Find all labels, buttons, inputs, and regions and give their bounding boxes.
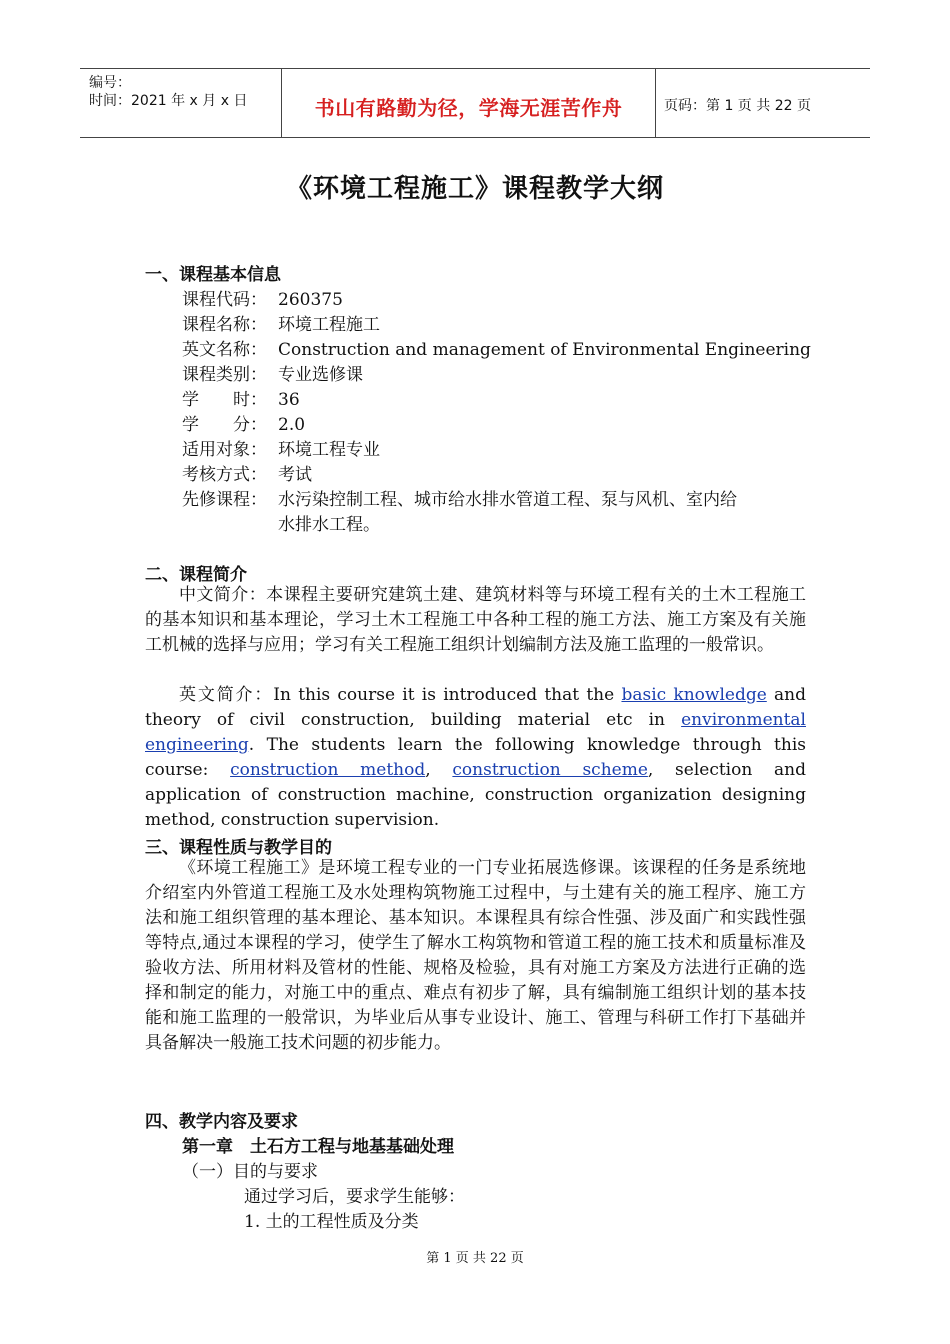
english-intro-text: , — [425, 760, 453, 780]
page-info: 页码：第 1 页 共 22 页 — [664, 98, 811, 114]
info-row-hours — [182, 385, 300, 410]
document-title: 《环境工程施工》课程教学大纲 — [285, 174, 664, 204]
info-row-category — [182, 360, 363, 385]
info-row-name — [182, 310, 380, 335]
info-row-assessment — [182, 460, 312, 485]
info-row-prerequisites — [182, 485, 737, 510]
link-environmental-engineering[interactable]: environmental engineering — [145, 710, 806, 755]
number-label: 编号： — [89, 75, 131, 91]
info-row-code — [182, 285, 343, 310]
info-value: 考试 — [278, 465, 312, 485]
info-value: 260375 — [278, 290, 343, 310]
chinese-introduction: 中文简介：本课程主要研究建筑土建、建筑材料等与环境工程有关的土木工程施工的基本知识和基本理论，学习土木工程施工中各种工程的施工方法、施工方案及有关施工机械的选择与应用；学习有关工程施工组织计划编制方法及施工监理的一般常识。 — [145, 585, 806, 655]
info-value: 水污染控制工程、城市给水排水管道工程、泵与风机、室内给 — [278, 490, 737, 510]
header-meta-cell — [80, 69, 282, 137]
english-intro-text: 英文简介：In this course it is introduced that the — [179, 685, 622, 705]
info-label: 课程类别： — [182, 365, 267, 385]
header-page-cell — [656, 69, 870, 137]
section-heading-content: 四、教学内容及要求 — [145, 1112, 298, 1132]
english-intro-text: . The students learn the following knowledge through this course: — [145, 735, 806, 780]
prerequisites-continued: 水排水工程。 — [278, 515, 380, 535]
info-row-credits — [182, 410, 305, 435]
requirement-intro: 通过学习后，要求学生能够： — [244, 1187, 465, 1207]
link-construction-scheme[interactable]: construction scheme — [452, 760, 648, 780]
info-value: 2.0 — [278, 415, 306, 435]
requirement-item: 1. 土的工程性质及分类 — [244, 1212, 419, 1232]
info-label: 适用对象： — [182, 440, 267, 460]
subsection-heading: （一）目的与要求 — [182, 1162, 318, 1182]
info-label: 先修课程： — [182, 490, 267, 510]
info-label: 学 时： — [182, 390, 267, 410]
section-heading-introduction: 二、课程简介 — [145, 565, 247, 585]
chapter-heading: 第一章 土石方工程与地基基础处理 — [182, 1137, 454, 1157]
english-introduction — [145, 683, 806, 833]
page-header — [80, 68, 870, 138]
header-motto-cell — [282, 69, 656, 137]
time-label: 时间：2021 年 x 月 x 日 — [89, 93, 248, 109]
link-construction-method[interactable]: construction method — [230, 760, 426, 780]
section-heading-basic-info: 一、课程基本信息 — [145, 265, 281, 285]
info-row-audience — [182, 435, 380, 460]
english-intro-text: and theory of civil construction, building material etc in — [145, 685, 807, 730]
info-value: 环境工程专业 — [278, 440, 380, 460]
info-label: 学 分： — [182, 415, 267, 435]
section-heading-nature-purpose: 三、课程性质与教学目的 — [145, 838, 332, 858]
motto: 书山有路勤为径，学海无涯苦作舟 — [314, 96, 623, 120]
info-label: 课程名称： — [182, 315, 267, 335]
info-value: Construction and management of Environmental Engineering — [278, 340, 811, 360]
info-value: 环境工程施工 — [278, 315, 380, 335]
page-footer: 第 1 页 共 22 页 — [426, 1251, 524, 1266]
info-label: 英文名称： — [182, 340, 267, 360]
info-row-english-name — [182, 335, 811, 360]
info-label: 课程代码： — [182, 290, 267, 310]
info-value: 36 — [278, 390, 300, 410]
info-value: 专业选修课 — [278, 365, 363, 385]
link-basic-knowledge[interactable]: basic knowledge — [621, 685, 767, 705]
english-intro-text: , selection and application of construction machine, construction organization designing method, construction supervision. — [145, 760, 807, 830]
course-nature-text: 《环境工程施工》是环境工程专业的一门专业拓展选修课。该课程的任务是系统地介绍室内外管道工程施工及水处理构筑物施工过程中，与土建有关的施工程序、施工方法和施工组织管理的基本理论、基本知识。本课程具有综合性强、涉及面广和实践性强等特点,通过本课程的学习，使学生了解水工构筑物和管道工程的施工技术和质量标准及验收方法、所用材料及管材的性能、规格及检验，具有对施工方案及方法进行正确的选择和制定的能力，对施工中的重点、难点有初步了解，具有编制施工组织计划的基本技能和施工监理的一般常识，为毕业后从事专业设计、施工、管理与科研工作打下基础并具备解决一般施工技术问题的初步能力。 — [145, 858, 806, 1053]
info-label: 考核方式： — [182, 465, 267, 485]
